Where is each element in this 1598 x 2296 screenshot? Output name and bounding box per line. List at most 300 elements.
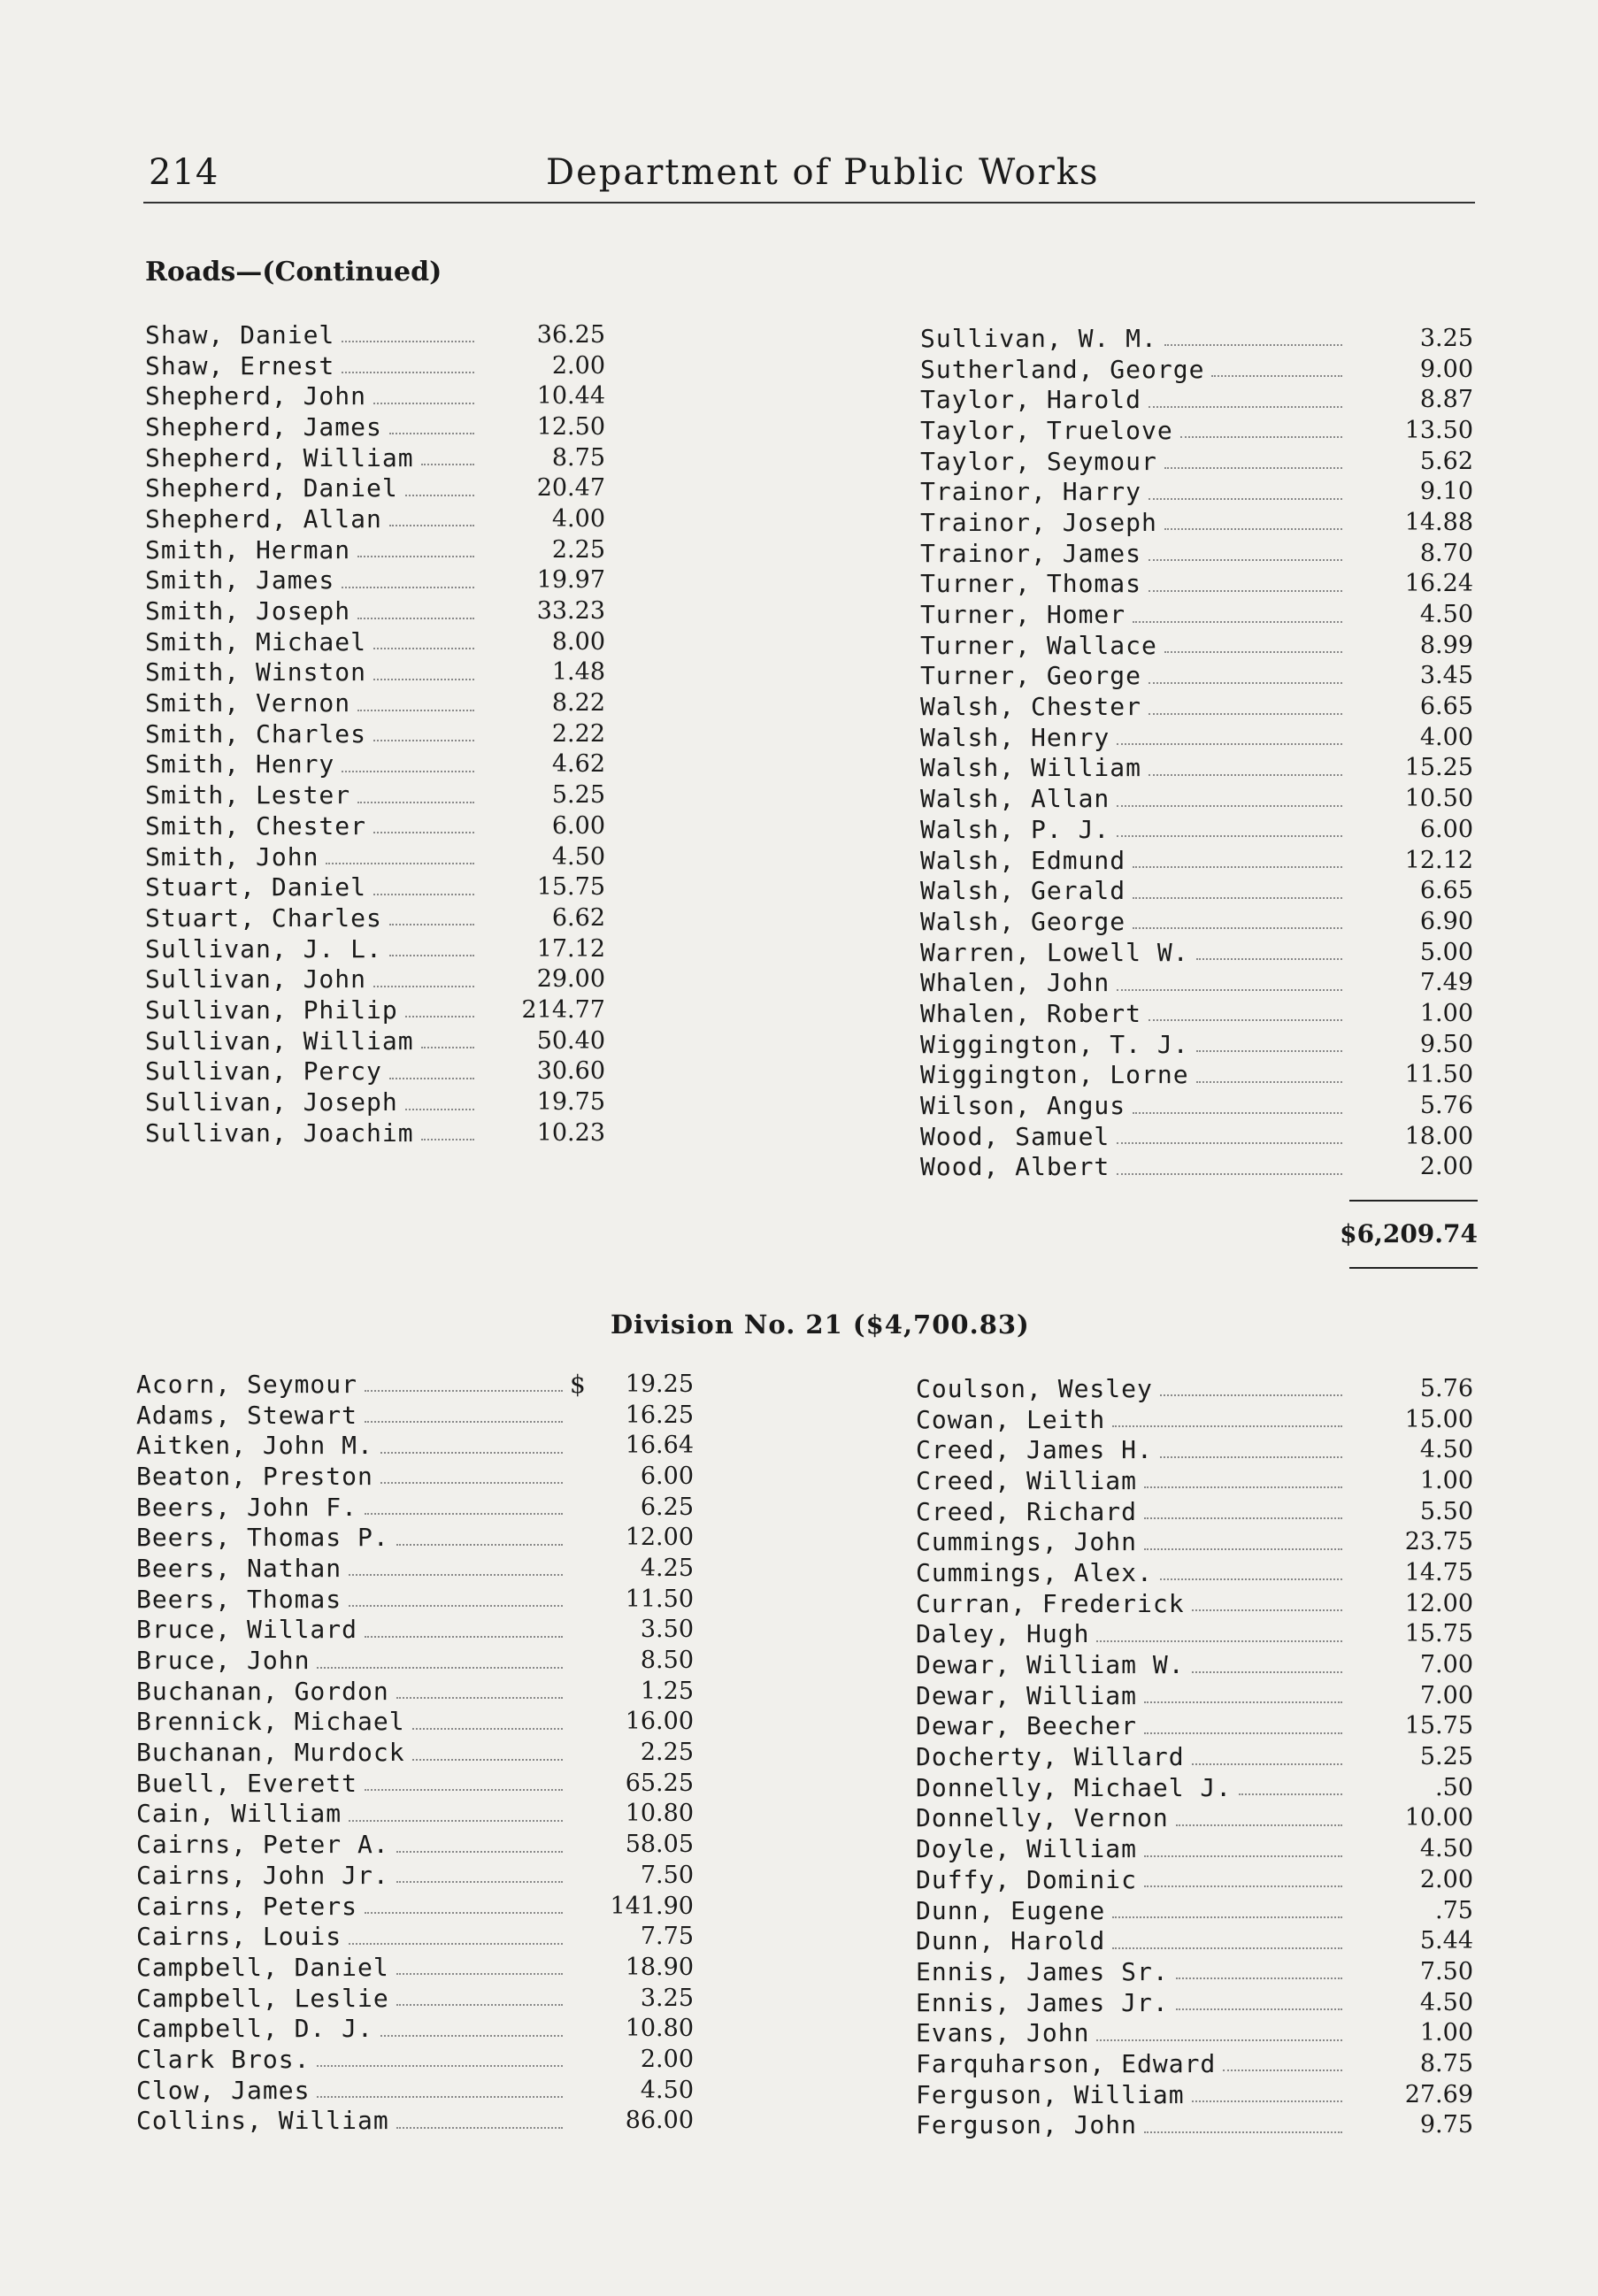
currency-symbol: $ [570,1369,587,1399]
payee-name: Taylor, Seymour [920,446,1157,476]
payment-amount: 15.75 [1404,1620,1473,1648]
payment-amount: 29.00 [536,965,605,994]
ledger-row [136,1829,694,1860]
payee-name: Curran, Frederick [916,1588,1185,1618]
payment-amount: 11.50 [625,1585,694,1613]
ledger-row [145,964,605,994]
ledger-row [920,446,1473,477]
payment-amount: .50 [1435,1773,1473,1801]
ledger-row [916,1803,1473,1834]
payee-name: Clow, James [136,2075,311,2105]
ledger-row [136,1860,694,1891]
payment-amount: 214.77 [521,995,605,1024]
dot-leader [396,1973,563,1975]
ledger-row [920,476,1473,507]
dot-leader [365,1636,563,1638]
payment-amount: 3.50 [640,1616,694,1644]
dot-leader [1144,1517,1342,1519]
payment-amount: 16.00 [625,1708,694,1736]
dot-leader [342,372,474,373]
ledger-row [145,994,605,1025]
payee-name: Smith, Winston [145,657,367,687]
payee-name: Wilson, Angus [920,1091,1126,1121]
ledger-row [136,1768,694,1799]
payee-name: Donnelly, Vernon [916,1803,1169,1833]
payee-name: Duffy, Dominic [916,1864,1138,1894]
payment-amount: 7.75 [640,1923,694,1951]
dot-leader [365,1912,563,1914]
total-rule-bottom [1349,1267,1478,1269]
payee-name: Walsh, Edmund [920,845,1126,875]
dot-leader [342,587,474,588]
payment-amount: 19.25 [625,1370,694,1398]
ledger-row [920,783,1473,814]
payee-name: Walsh, P. J. [920,814,1110,844]
dot-leader [421,464,474,465]
ledger-row [145,902,605,933]
ledger-row [145,841,605,872]
payee-name: Turner, George [920,661,1142,691]
payment-amount: 2.22 [551,719,605,748]
ledger-row [920,722,1473,753]
payee-name: Cummings, Alex. [916,1557,1153,1587]
payment-amount: 141.90 [610,1892,694,1920]
payee-name: Sullivan, J. L. [145,933,382,964]
payee-name: Cairns, Peters [136,1891,358,1921]
payment-amount: 6.00 [640,1462,694,1490]
ledger-row [916,2079,1473,2110]
dot-leader [317,2065,563,2067]
payee-name: Sullivan, John [145,964,367,994]
dot-leader [373,740,474,741]
ledger-row [145,411,605,442]
payment-amount: 8.75 [1419,2049,1473,2077]
payment-amount: 4.50 [1419,1835,1473,1863]
payment-amount: 6.90 [1419,907,1473,935]
dot-leader [1196,1081,1342,1083]
payment-amount: 6.65 [1419,877,1473,905]
payment-amount: 7.00 [1419,1651,1473,1679]
ledger-row [145,380,605,411]
payee-name: Smith, Henry [145,749,335,779]
ledger-row [920,1121,1473,1152]
ledger-row [916,1588,1473,1619]
payee-name: Shepherd, William [145,442,414,472]
payment-amount: 15.00 [1404,1405,1473,1433]
payment-amount: 15.25 [1404,754,1473,782]
payment-amount: 23.75 [1404,1528,1473,1556]
payment-amount: 12.00 [625,1524,694,1552]
dot-leader [1239,1793,1342,1795]
payee-name: Trainor, Harry [920,477,1142,507]
payment-amount: 1.00 [1419,2019,1473,2047]
ledger-row [916,1526,1473,1557]
payee-name: Docherty, Willard [916,1742,1185,1772]
ledger-row [920,1060,1473,1091]
payee-name: Shepherd, Allan [145,503,382,534]
payee-name: Bruce, Willard [136,1615,358,1645]
ledger-row [145,810,605,841]
payment-amount: 18.00 [1404,1122,1473,1150]
dot-leader [349,1943,563,1945]
ledger-row [136,1553,694,1584]
dot-leader [1149,713,1342,715]
dot-leader [1149,774,1342,776]
payee-name: Beers, John F. [136,1492,358,1522]
dot-leader [405,1109,474,1110]
ledger-row [920,1029,1473,1060]
dot-leader [1117,1142,1342,1144]
payment-amount: 2.00 [1419,1865,1473,1893]
dot-leader [1144,1732,1342,1734]
dot-leader [412,1728,563,1730]
ledger-row [916,1434,1473,1465]
dot-leader [373,894,474,895]
payee-name: Smith, Herman [145,534,351,564]
ledger-row [145,1117,605,1148]
payment-amount: 2.25 [640,1739,694,1767]
payee-name: Buchanan, Gordon [136,1676,389,1706]
ledger-row [145,442,605,473]
payee-name: Creed, Richard [916,1496,1138,1526]
payee-name: Whalen, John [920,968,1110,998]
payment-amount: 27.69 [1404,2080,1473,2108]
dot-leader [380,1482,563,1484]
dot-leader [1160,1394,1342,1396]
dot-leader [357,710,474,711]
ledger-row [136,2013,694,2044]
dot-leader [1192,1609,1342,1611]
ledger-row [136,1400,694,1431]
ledger-row [136,1461,694,1492]
dot-leader [373,679,474,680]
payment-amount: 11.50 [1404,1061,1473,1089]
dot-leader [365,1421,563,1423]
ledger-row [916,1864,1473,1895]
payment-amount: 8.70 [1419,539,1473,567]
payee-name: Sullivan, Joachim [145,1117,414,1148]
payee-name: Campbell, Daniel [136,1952,389,1982]
dot-leader [357,802,474,803]
payment-amount: 7.49 [1419,969,1473,997]
ledger-row [916,1925,1473,1956]
division21-left-column [136,1369,694,2136]
payee-name: Farquharson, Edward [916,2048,1217,2078]
payment-amount: 19.97 [536,566,605,595]
payee-name: Creed, William [916,1465,1138,1495]
payee-name: Beers, Thomas P. [136,1523,389,1553]
payment-amount: 1.00 [1419,1466,1473,1494]
ledger-row [916,1711,1473,1742]
dot-leader [373,832,474,833]
payee-name: Doyle, William [916,1834,1138,1864]
ledger-row [145,472,605,503]
payee-name: Dewar, Beecher [916,1711,1138,1741]
payment-amount: 5.25 [551,781,605,810]
page-title: Department of Public Works [546,152,1100,193]
payee-name: Beers, Thomas [136,1584,342,1614]
ledger-row [145,626,605,657]
dot-leader [405,495,474,496]
dot-leader [1133,621,1342,623]
ledger-row [920,323,1473,354]
payee-name: Daley, Hugh [916,1619,1090,1649]
dot-leader [396,1697,563,1699]
dot-leader [1144,1701,1342,1703]
ledger-row [920,569,1473,600]
dot-leader [389,433,474,434]
payment-amount: 7.00 [1419,1681,1473,1709]
dot-leader [1192,1763,1342,1765]
ledger-row [136,1676,694,1707]
payee-name: Sullivan, W. M. [920,323,1157,353]
payment-amount: 4.25 [640,1554,694,1582]
payment-amount: 12.12 [1404,846,1473,874]
roads-right-column [920,323,1473,1182]
payment-amount: 15.75 [1404,1712,1473,1740]
ledger-row [136,1737,694,1768]
ledger-row [136,1430,694,1461]
ledger-row [136,2044,694,2075]
payee-name: Smith, Michael [145,626,367,657]
dot-leader [396,2004,563,2006]
dot-leader [1176,1824,1342,1826]
ledger-row [920,875,1473,906]
payee-name: Whalen, Robert [920,998,1142,1028]
dot-leader [396,1851,563,1853]
ledger-row [136,1645,694,1676]
dot-leader [1164,528,1342,530]
ledger-row [916,1404,1473,1435]
dot-leader [349,1820,563,1822]
payment-amount: 10.80 [625,1800,694,1828]
payee-name: Bruce, John [136,1646,311,1676]
ledger-row [916,1956,1473,1987]
payment-amount: 5.00 [1419,938,1473,966]
ledger-row [920,967,1473,998]
dot-leader [1176,1977,1342,1979]
ledger-row [136,1369,694,1400]
payment-amount: 6.25 [640,1493,694,1521]
payee-name: Donnelly, Michael J. [916,1772,1233,1802]
payment-amount: 4.00 [1419,723,1473,751]
payee-name: Walsh, George [920,906,1126,936]
payee-name: Taylor, Truelove [920,415,1173,445]
payee-name: Wood, Samuel [920,1121,1110,1151]
payee-name: Cowan, Leith [916,1404,1106,1434]
payee-name: Dunn, Harold [916,1926,1106,1956]
payment-amount: 5.50 [1419,1497,1473,1525]
payment-amount: 10.50 [1404,785,1473,813]
dot-leader [1211,375,1342,377]
ledger-row [145,595,605,626]
ledger-row [920,906,1473,937]
payee-name: Walsh, Chester [920,692,1142,722]
payee-name: Cairns, Peter A. [136,1830,389,1860]
roads-total [1340,1200,1478,1271]
dot-leader [357,618,474,619]
payee-name: Shepherd, James [145,411,382,442]
payment-amount: 6.00 [1419,815,1473,843]
dot-leader [1112,1425,1342,1427]
payment-amount: 16.24 [1404,570,1473,598]
payment-amount: 4.50 [1419,1436,1473,1464]
ledger-row [920,599,1473,630]
ledger-row [920,845,1473,876]
dot-leader [389,924,474,925]
payment-amount: 15.75 [536,873,605,902]
payment-amount: 14.75 [1404,1558,1473,1586]
payee-name: Ennis, James Jr. [916,1987,1169,2017]
dot-leader [1117,989,1342,991]
payee-name: Coulson, Wesley [916,1373,1153,1403]
payee-name: Sullivan, Joseph [145,1087,398,1117]
ledger-row [145,657,605,688]
ledger-row [916,2110,1473,2141]
dot-leader [1096,1640,1342,1642]
dot-leader [1196,1050,1342,1052]
payment-amount: 10.23 [536,1118,605,1147]
payee-name: Stuart, Charles [145,902,382,933]
payee-name: Creed, James H. [916,1435,1153,1465]
ledger-row [136,1522,694,1553]
payment-amount: 5.76 [1419,1092,1473,1120]
payee-name: Smith, Lester [145,780,351,810]
payment-amount: 2.25 [551,535,605,564]
ledger-row [145,1025,605,1056]
payee-name: Taylor, Harold [920,385,1142,415]
payee-name: Smith, Chester [145,810,367,841]
payee-name: Buell, Everett [136,1768,358,1798]
dot-leader [1160,1456,1342,1458]
section-title: Roads—(Continued) [145,257,442,288]
payee-name: Sullivan, William [145,1025,414,1056]
ledger-row [920,538,1473,569]
ledger-row [916,1649,1473,1680]
ledger-row [920,753,1473,784]
dot-leader [373,986,474,987]
payment-amount: 14.88 [1404,508,1473,536]
payee-name: Campbell, Leslie [136,1983,389,2013]
payee-name: Campbell, D. J. [136,2014,373,2044]
dot-leader [342,771,474,772]
payment-amount: 4.50 [551,842,605,871]
ledger-row [916,1373,1473,1404]
ledger-row [920,384,1473,415]
dot-leader [357,556,474,557]
total-rule-top [1349,1200,1478,1202]
dot-leader [373,648,474,649]
payment-amount: 12.50 [536,412,605,441]
dot-leader [1144,1885,1342,1887]
payee-name: Dewar, William [916,1680,1138,1710]
dot-leader [1096,2039,1342,2041]
dot-leader [349,1605,563,1607]
payee-name: Walsh, Henry [920,722,1110,752]
payee-name: Smith, Joseph [145,596,351,626]
dot-leader [365,1513,563,1515]
ledger-row [136,1952,694,1983]
ledger-row [145,687,605,718]
dot-leader [412,1759,563,1761]
payee-name: Smith, Charles [145,718,367,749]
ledger-row [136,1921,694,1952]
payee-name: Stuart, Daniel [145,872,367,902]
payment-amount: 8.22 [551,689,605,718]
dot-leader [421,1139,474,1140]
payment-amount: 19.75 [536,1088,605,1117]
dot-leader [1117,805,1342,807]
payee-name: Dunn, Eugene [916,1895,1106,1925]
payee-name: Trainor, James [920,538,1142,568]
ledger-row [916,1465,1473,1496]
payee-name: Aitken, John M. [136,1431,373,1461]
payee-name: Beers, Nathan [136,1553,342,1583]
dot-leader [1164,467,1342,469]
payment-amount: 7.50 [640,1861,694,1889]
payment-amount: 9.75 [1419,2111,1473,2139]
payment-amount: 2.00 [640,2045,694,2073]
dot-leader [1164,344,1342,346]
payment-amount: 4.00 [551,504,605,533]
payee-name: Cairns, John Jr. [136,1860,389,1890]
ledger-row [920,691,1473,722]
payment-amount: 13.50 [1404,416,1473,444]
payee-name: Sutherland, George [920,354,1205,384]
dot-leader [1149,559,1342,561]
dot-leader [317,2096,563,2098]
payee-name: Acorn, Seymour [136,1369,358,1399]
dot-leader [1144,1855,1342,1857]
ledger-row [920,814,1473,845]
dot-leader [1196,958,1342,960]
payment-amount: 12.00 [1404,1589,1473,1617]
payment-amount: 5.44 [1419,1927,1473,1955]
payment-amount: 2.00 [1419,1153,1473,1181]
ledger-row [145,534,605,565]
dot-leader [1133,866,1342,868]
payment-amount: 1.00 [1419,999,1473,1027]
ledger-row [136,1799,694,1830]
payment-amount: 65.25 [625,1769,694,1797]
ledger-row [920,415,1473,446]
payee-name: Clark Bros. [136,2044,311,2074]
dot-leader [396,2127,563,2129]
dot-leader [405,1016,474,1017]
payment-amount: 50.40 [536,1026,605,1055]
dot-leader [389,955,474,956]
payment-amount: 8.00 [551,627,605,656]
ledger-row [145,1087,605,1117]
payee-name: Shepherd, John [145,381,367,411]
dot-leader [396,1881,563,1883]
dot-leader [326,863,474,864]
payment-amount: 8.50 [640,1647,694,1675]
payee-name: Collins, William [136,2106,389,2136]
payment-amount: 16.64 [625,1432,694,1460]
ledger-row [920,998,1473,1029]
dot-leader [1133,897,1342,899]
payee-name: Turner, Wallace [920,630,1157,660]
payee-name: Shaw, Daniel [145,319,335,349]
division-heading: Division No. 21 ($4,700.83) [611,1309,1030,1340]
payee-name: Brennick, Michael [136,1707,405,1737]
ledger-row [920,661,1473,692]
payment-amount: 6.62 [551,903,605,932]
dot-leader [1192,1671,1342,1673]
dot-leader [1164,651,1342,653]
payee-name: Wiggington, T. J. [920,1029,1189,1059]
